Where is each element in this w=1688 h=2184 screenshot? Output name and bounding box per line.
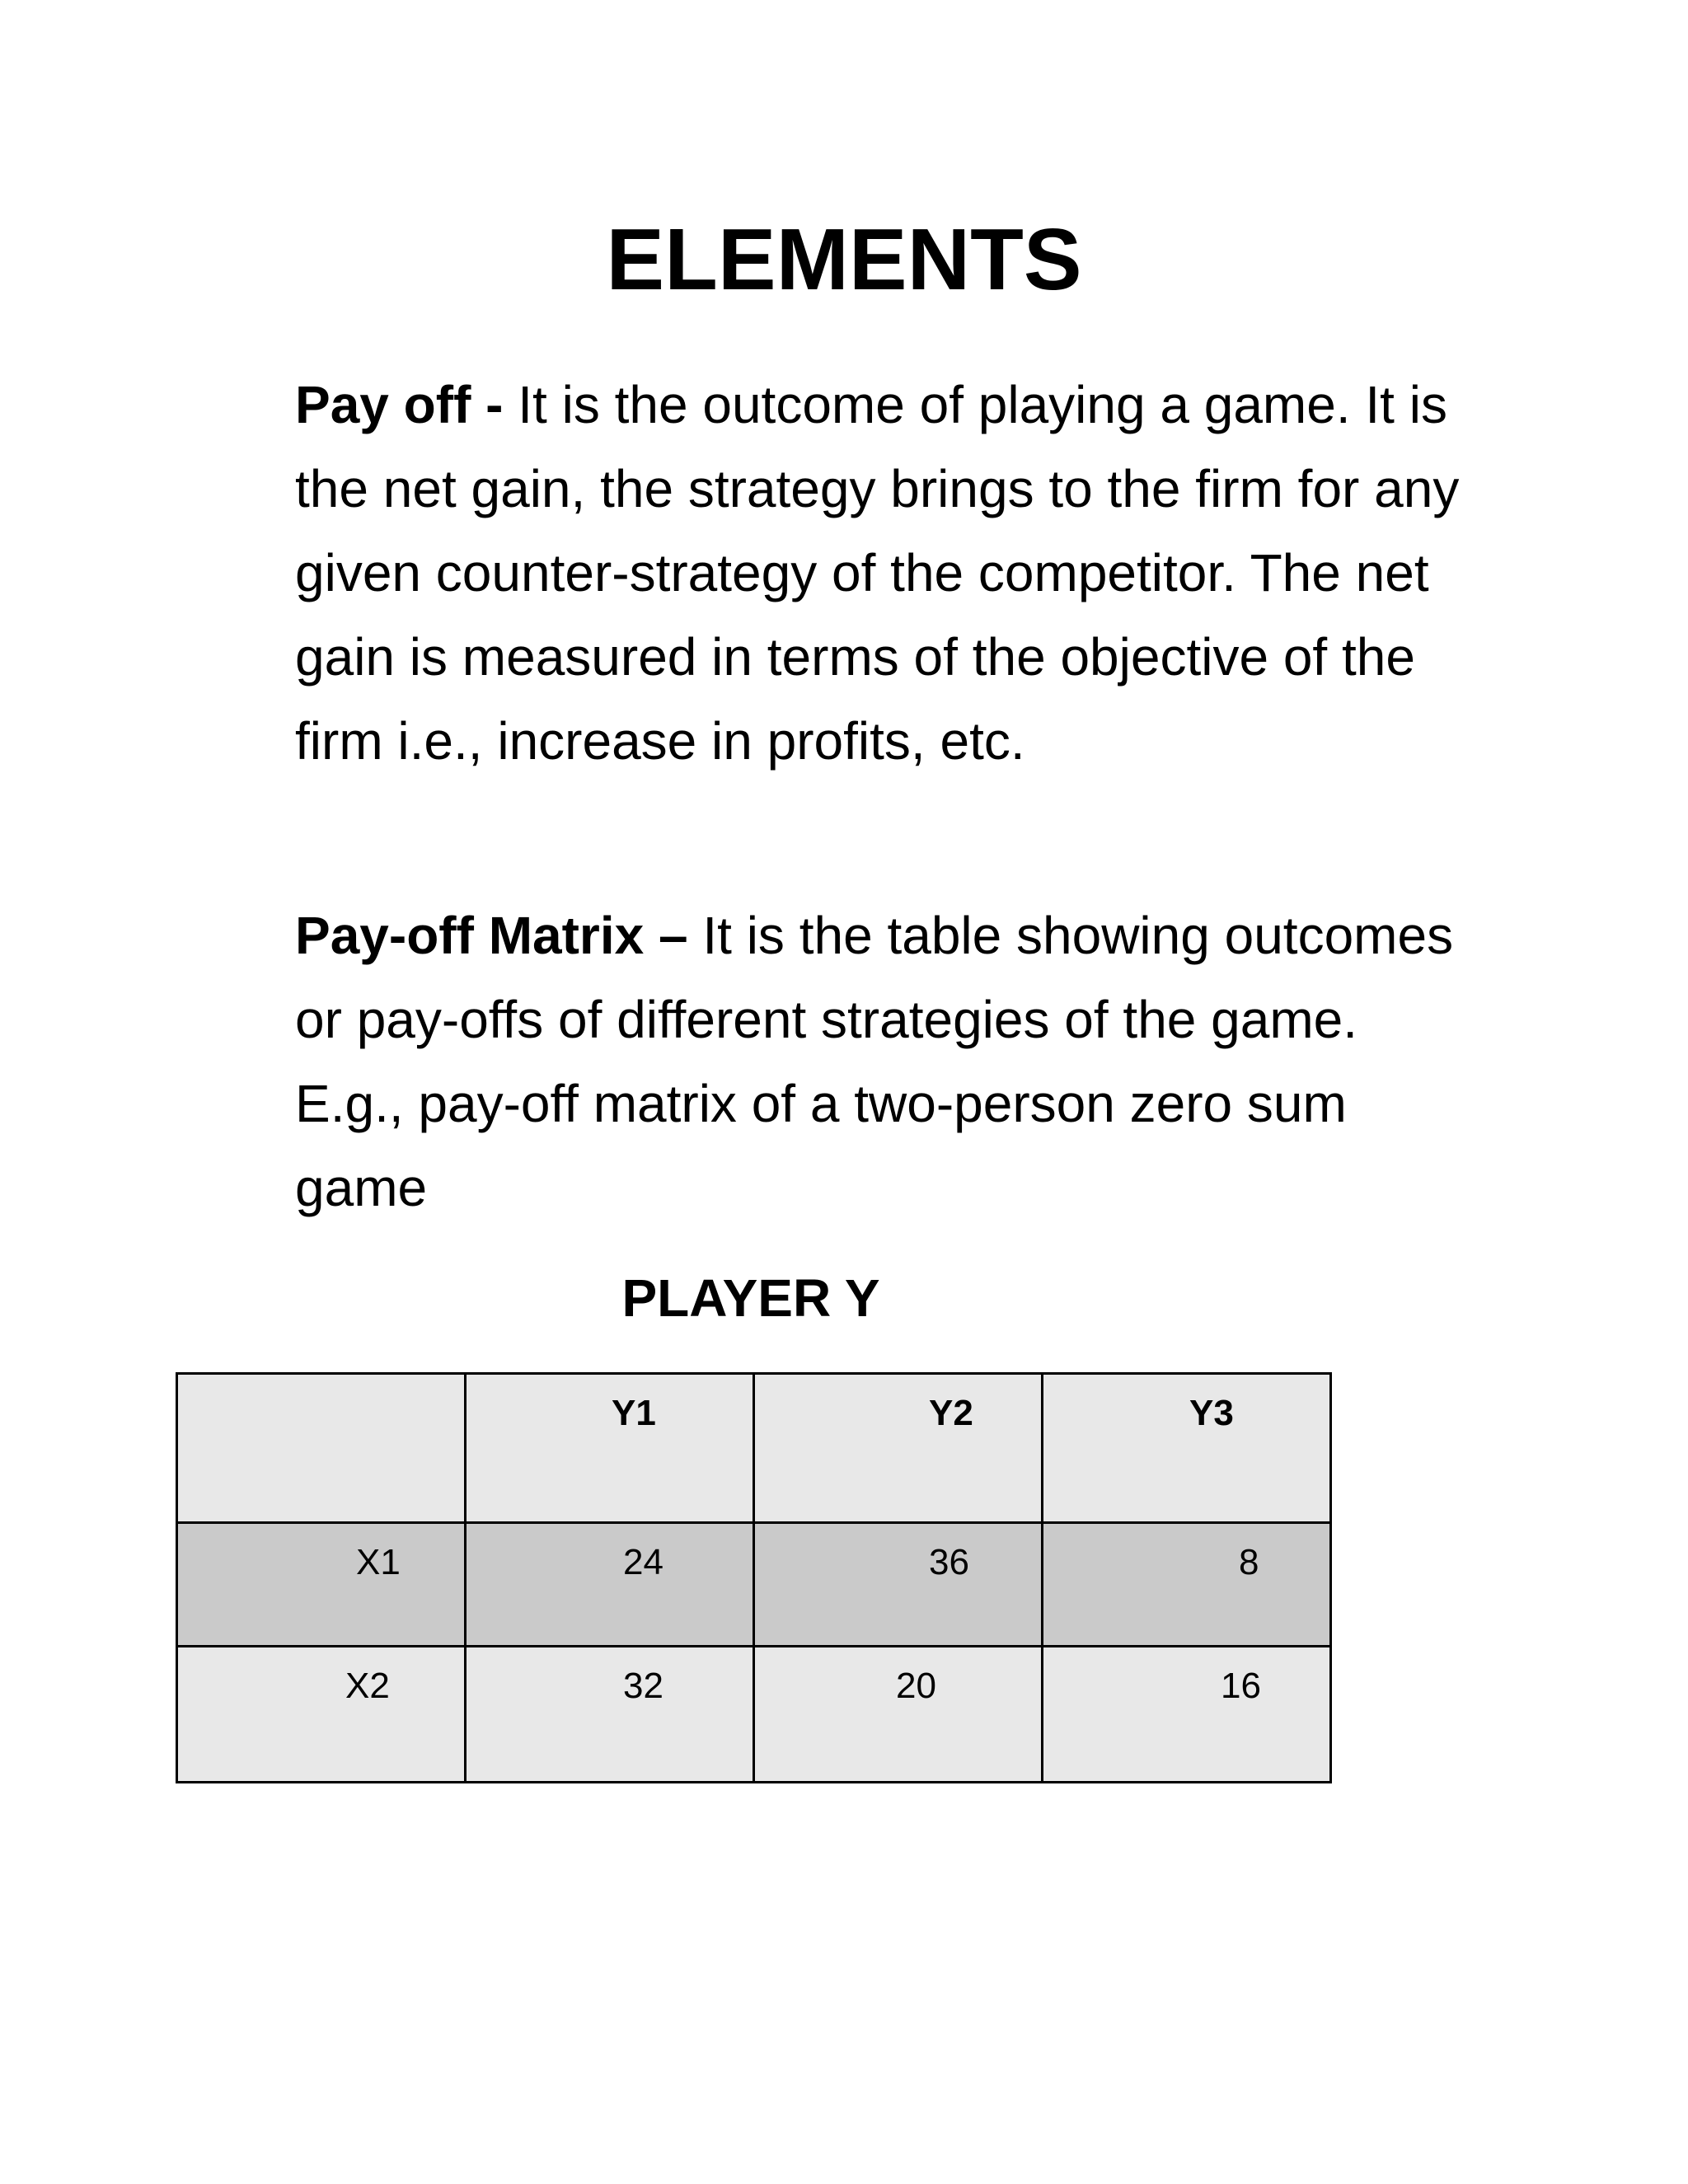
payoff-matrix-table (176, 1372, 1332, 1783)
table-cell: 16 (1043, 1647, 1331, 1783)
table-header-cell: Y3 (1043, 1374, 1331, 1523)
table-row (177, 1523, 1331, 1647)
table-row (177, 1647, 1331, 1783)
row-label-cell: X1 (177, 1523, 466, 1647)
payoff-matrix-paragraph (295, 893, 1465, 1230)
table-header-cell: Y2 (754, 1374, 1043, 1523)
table-cell: 24 (466, 1523, 754, 1647)
payoff-definition: It is the outcome of playing a game. It is the net gain, the strategy brings to the firm for any given counter-strategy of the competitor. The net gain is measured in terms of the objective of the firm i.e., increase in profits, etc. (295, 375, 1460, 771)
table-header-row (177, 1374, 1331, 1523)
player-y-label: PLAYER Y (621, 1268, 880, 1328)
row-label-cell: X2 (177, 1647, 466, 1783)
table-cell: 20 (754, 1647, 1043, 1783)
table-cell: 36 (754, 1523, 1043, 1647)
table-header-cell: Y1 (466, 1374, 754, 1523)
page-title: ELEMENTS (606, 211, 1082, 308)
table-corner-cell (177, 1374, 466, 1523)
payoff-matrix-term: Pay-off Matrix – (295, 906, 688, 965)
table-cell: 32 (466, 1647, 754, 1783)
table-cell: 8 (1043, 1523, 1331, 1647)
payoff-paragraph (295, 363, 1465, 783)
payoff-matrix-definition: It is the table showing outcomes or pay-offs of different strategies of the game. E.g., pay-off matrix of a two-person zero sum game (295, 906, 1454, 1217)
payoff-term: Pay off - (295, 375, 504, 434)
